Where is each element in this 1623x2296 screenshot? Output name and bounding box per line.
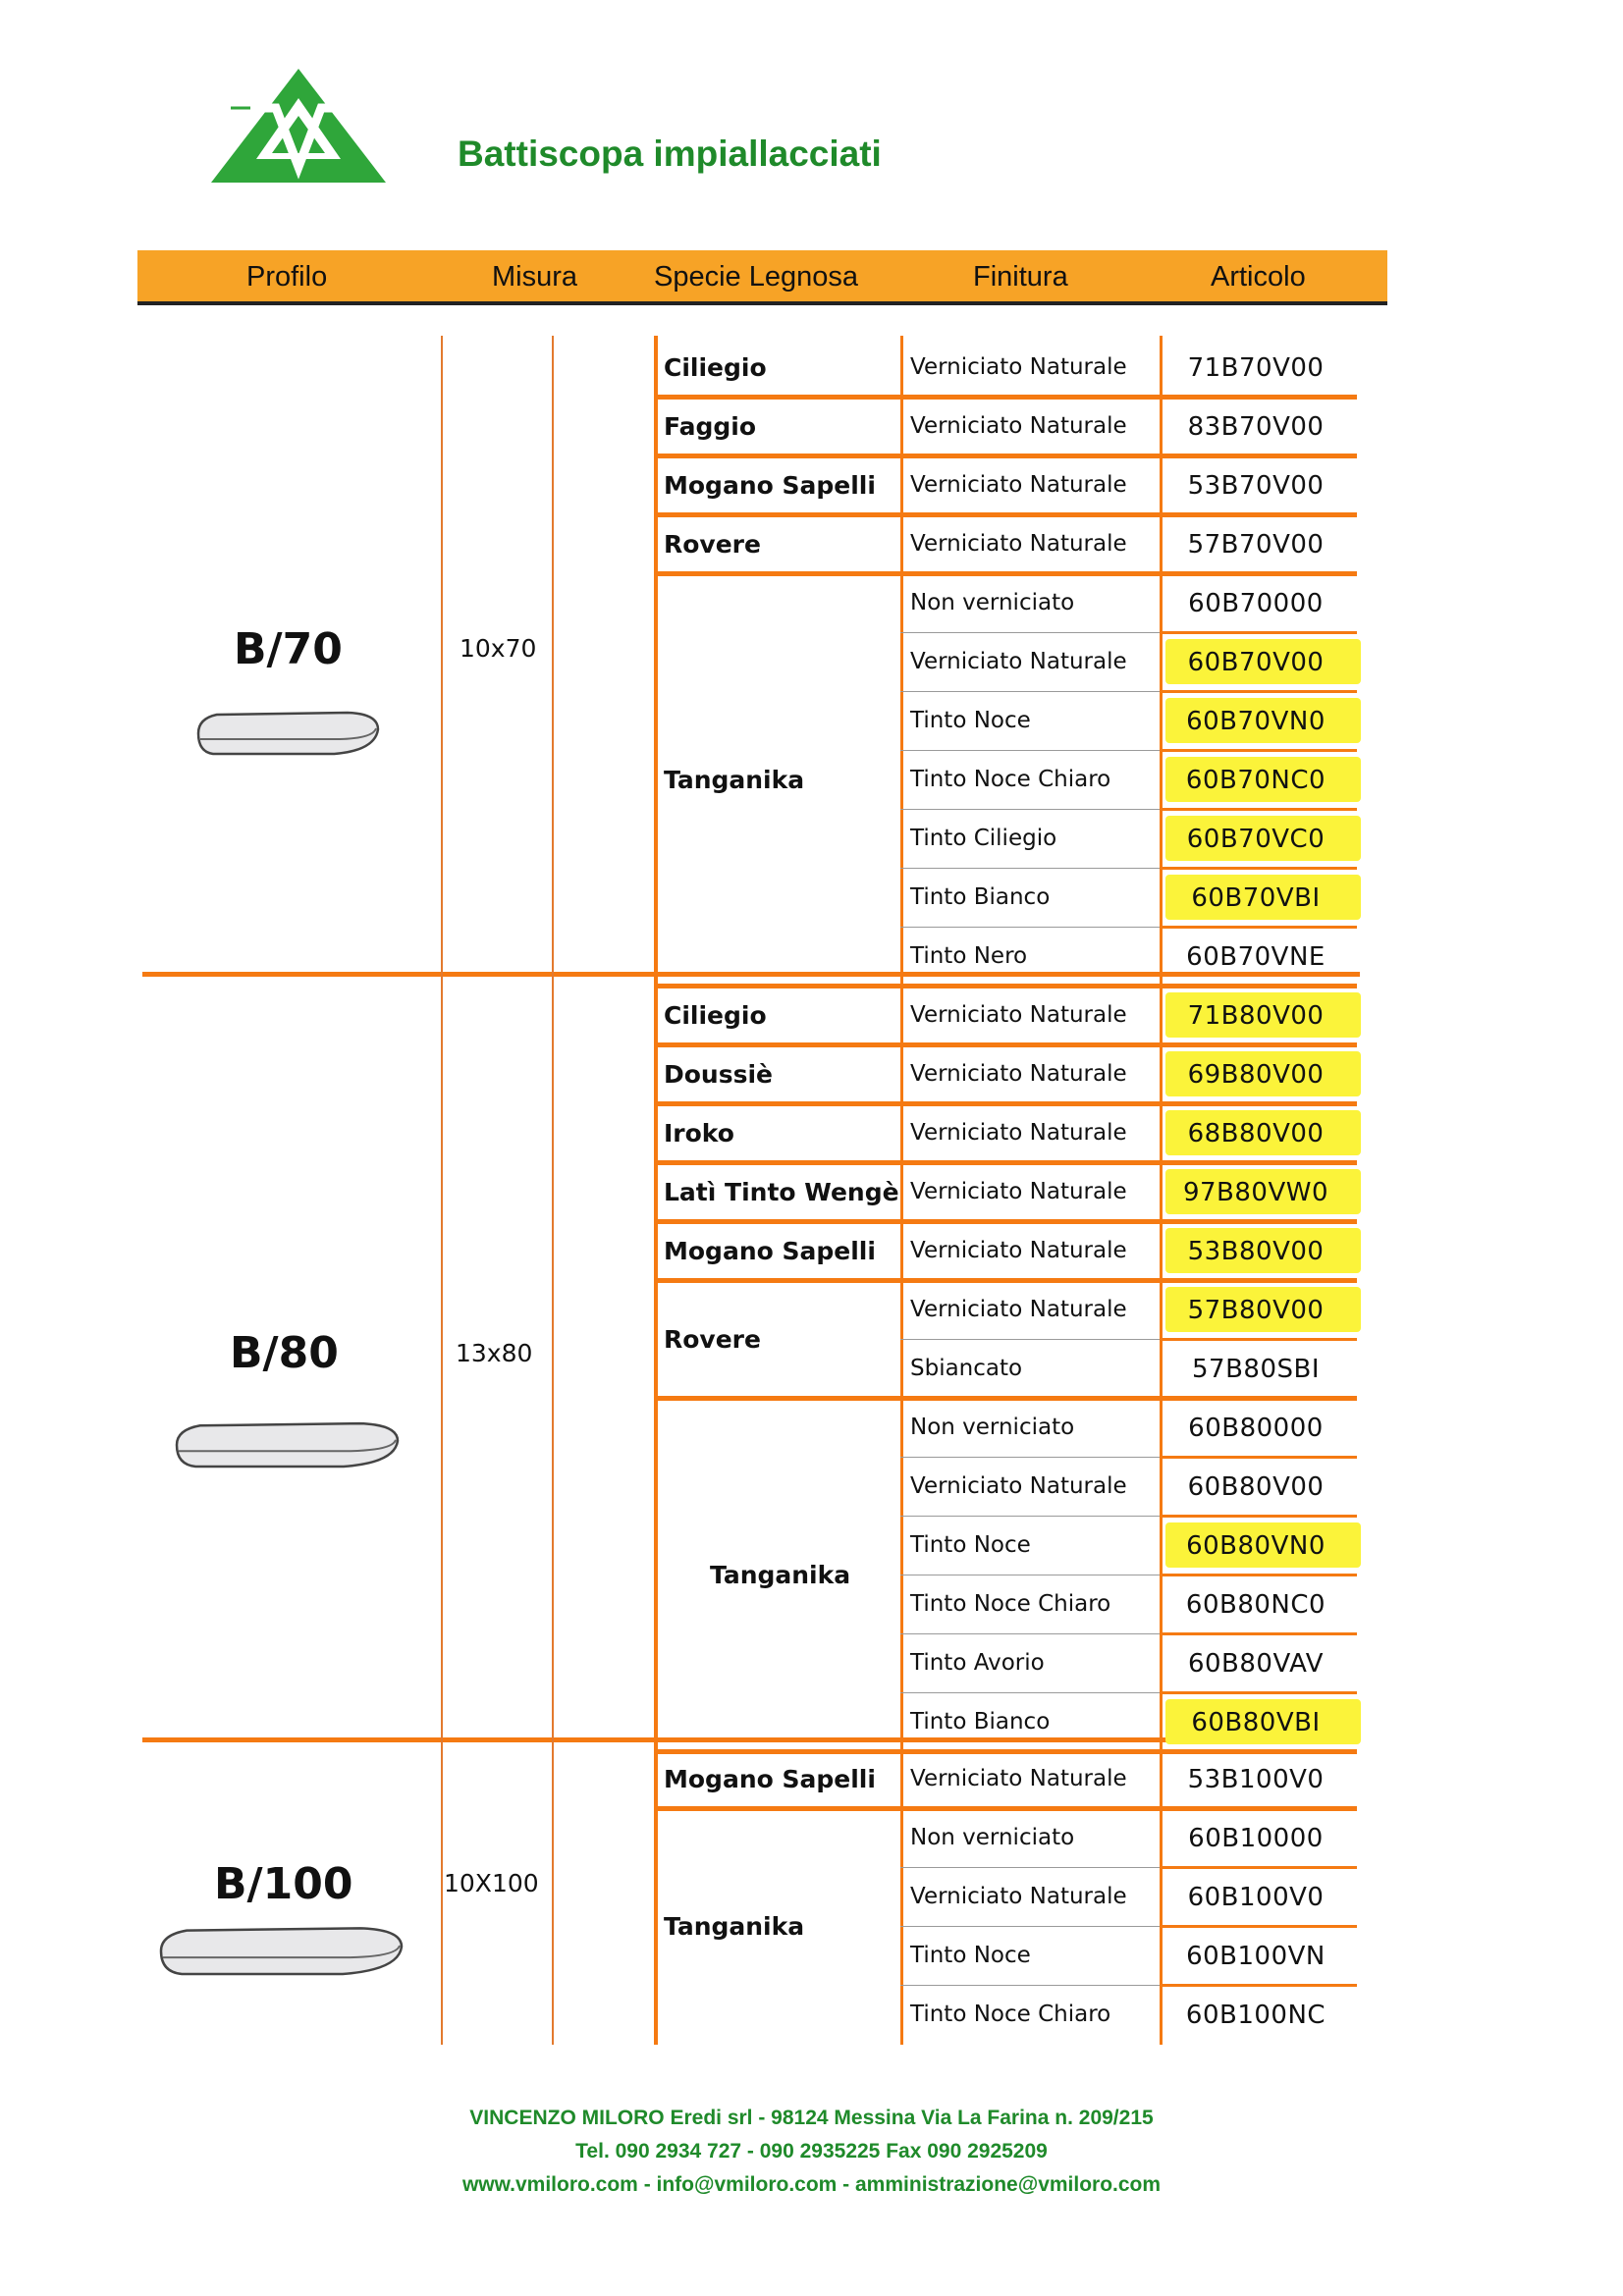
finish-cell: Tinto Noce Chiaro <box>910 2002 1111 2027</box>
group-rule <box>654 1806 1357 1811</box>
row-rule <box>900 927 1160 928</box>
row-rule <box>1160 1515 1357 1518</box>
group-rule <box>654 984 1357 988</box>
article-code: 60B80VBI <box>1191 1708 1321 1737</box>
article-code: 60B70VN0 <box>1186 707 1325 736</box>
page-title: Battiscopa impiallacciati <box>458 133 882 174</box>
species-label: Rovere <box>664 1325 761 1354</box>
row-rule <box>1160 631 1357 634</box>
species-label: Mogano Sapelli <box>664 471 876 500</box>
column-rule <box>900 984 903 1752</box>
profile-shape-icon <box>173 1419 401 1470</box>
species-label: Latì Tinto Wengè <box>664 1178 899 1206</box>
finish-cell: Tinto Bianco <box>910 1709 1051 1735</box>
article-code: 60B70VNE <box>1186 942 1325 972</box>
footer-address: VINCENZO MILORO Eredi srl - 98124 Messina Via La Farina n. 209/215 <box>469 2107 1154 2129</box>
row-rule <box>900 1339 1160 1340</box>
species-label: Doussiè <box>664 1060 774 1089</box>
species-label: Rovere <box>664 530 761 559</box>
group-rule <box>654 512 1357 517</box>
company-logo <box>211 69 386 185</box>
article-code: 60B100V0 <box>1187 1883 1325 1912</box>
column-rule <box>552 1747 554 2045</box>
column-rule <box>552 984 554 1752</box>
group-rule <box>654 1278 1357 1283</box>
finish-cell: Sbiancato <box>910 1356 1023 1381</box>
article-code: 60B70000 <box>1188 589 1324 618</box>
row-rule <box>1160 1925 1357 1928</box>
row-rule <box>900 691 1160 692</box>
header-misura: Misura <box>492 261 578 293</box>
profile-size: 13x80 <box>456 1339 533 1367</box>
column-rule <box>441 984 443 1752</box>
group-rule <box>654 1396 1357 1401</box>
species-label: Mogano Sapelli <box>664 1765 876 1793</box>
column-rule <box>654 1747 658 2045</box>
species-label: Ciliegio <box>664 353 767 382</box>
header-profilo: Profilo <box>246 261 328 293</box>
column-rule <box>441 336 443 987</box>
row-rule <box>900 1867 1160 1868</box>
header-articolo: Articolo <box>1211 261 1306 293</box>
finish-cell: Tinto Noce <box>910 1532 1031 1558</box>
finish-cell: Tinto Nero <box>910 943 1028 969</box>
article-code: 60B70NC0 <box>1185 766 1326 795</box>
group-rule <box>654 1160 1357 1165</box>
finish-cell: Tinto Noce <box>910 708 1031 733</box>
column-rule <box>654 336 658 987</box>
finish-cell: Tinto Noce Chiaro <box>910 767 1111 792</box>
row-rule <box>900 868 1160 869</box>
article-code: 53B80V00 <box>1187 1237 1325 1266</box>
row-rule <box>900 1985 1160 1986</box>
finish-cell: Verniciato Naturale <box>910 1297 1127 1322</box>
profile-code: B/70 <box>234 624 343 674</box>
column-rule <box>654 984 658 1752</box>
article-code: 60B10000 <box>1188 1824 1324 1853</box>
article-code: 60B80VN0 <box>1186 1531 1325 1561</box>
article-code: 60B70VBI <box>1191 883 1321 913</box>
row-rule <box>1160 926 1357 929</box>
finish-cell: Verniciato Naturale <box>910 1473 1127 1499</box>
group-rule <box>654 1219 1357 1224</box>
finish-cell: Tinto Ciliegio <box>910 826 1057 851</box>
species-label: Faggio <box>664 412 757 441</box>
group-rule <box>654 571 1357 576</box>
column-rule <box>441 1747 443 2045</box>
row-rule <box>1160 1866 1357 1869</box>
row-rule <box>900 1692 1160 1693</box>
group-rule <box>654 454 1357 458</box>
row-rule <box>1160 867 1357 870</box>
row-rule <box>1160 808 1357 811</box>
article-code: 60B80VAV <box>1187 1649 1325 1679</box>
article-code: 57B80V00 <box>1187 1296 1325 1325</box>
article-code: 60B70VC0 <box>1186 825 1325 854</box>
article-code: 53B70V00 <box>1187 471 1325 501</box>
row-rule <box>900 1457 1160 1458</box>
finish-cell: Verniciato Naturale <box>910 413 1127 439</box>
row-rule <box>900 750 1160 751</box>
article-code: 60B80V00 <box>1187 1472 1325 1502</box>
row-rule <box>1160 749 1357 752</box>
group-rule <box>654 1749 1357 1754</box>
column-rule <box>552 336 554 987</box>
finish-cell: Verniciato Naturale <box>910 1120 1127 1146</box>
row-rule <box>900 632 1160 633</box>
row-rule <box>1160 1456 1357 1459</box>
group-rule <box>654 1101 1357 1106</box>
profile-shape-icon <box>194 709 381 758</box>
article-code: 60B70V00 <box>1187 648 1325 677</box>
header-specie: Specie Legnosa <box>654 261 858 293</box>
article-code: 71B70V00 <box>1187 353 1325 383</box>
article-code: 68B80V00 <box>1187 1119 1325 1148</box>
article-code: 97B80VW0 <box>1182 1178 1329 1207</box>
species-label: Tanganika <box>710 1561 851 1589</box>
header-finitura: Finitura <box>973 261 1068 293</box>
finish-cell: Verniciato Naturale <box>910 1002 1127 1028</box>
species-label: Tanganika <box>664 766 805 794</box>
article-code: 60B100NC <box>1185 2001 1326 2030</box>
profile-size: 10X100 <box>444 1869 539 1897</box>
profile-code: B/100 <box>214 1859 353 1909</box>
row-rule <box>1160 1691 1357 1694</box>
species-label: Mogano Sapelli <box>664 1237 876 1265</box>
row-rule <box>900 809 1160 810</box>
article-code: 60B80NC0 <box>1185 1590 1326 1620</box>
section-divider <box>142 972 1360 977</box>
finish-cell: Verniciato Naturale <box>910 354 1127 380</box>
species-label: Iroko <box>664 1119 734 1148</box>
species-label: Ciliegio <box>664 1001 767 1030</box>
article-code: 53B100V0 <box>1187 1765 1325 1794</box>
finish-cell: Verniciato Naturale <box>910 1766 1127 1791</box>
row-rule <box>1160 690 1357 693</box>
finish-cell: Verniciato Naturale <box>910 1884 1127 1909</box>
finish-cell: Non verniciato <box>910 1825 1075 1850</box>
article-code: 60B100VN <box>1186 1942 1325 1971</box>
finish-cell: Verniciato Naturale <box>910 1061 1127 1087</box>
table-header <box>137 250 1387 305</box>
footer-phone: Tel. 090 2934 727 - 090 2935225 Fax 090 2925209 <box>575 2140 1048 2163</box>
finish-cell: Verniciato Naturale <box>910 649 1127 674</box>
finish-cell: Verniciato Naturale <box>910 531 1127 557</box>
footer-web: www.vmiloro.com - info@vmiloro.com - amministrazione@vmiloro.com <box>461 2173 1162 2196</box>
row-rule <box>1160 1632 1357 1635</box>
row-rule <box>900 1926 1160 1927</box>
finish-cell: Verniciato Naturale <box>910 1238 1127 1263</box>
finish-cell: Tinto Noce <box>910 1943 1031 1968</box>
article-code: 83B70V00 <box>1187 412 1325 442</box>
article-code: 57B70V00 <box>1187 530 1325 560</box>
article-code: 71B80V00 <box>1187 1001 1325 1031</box>
row-rule <box>1160 1984 1357 1987</box>
article-code: 60B80000 <box>1188 1414 1324 1443</box>
finish-cell: Tinto Avorio <box>910 1650 1045 1676</box>
group-rule <box>654 395 1357 400</box>
finish-cell: Verniciato Naturale <box>910 1179 1127 1204</box>
column-rule <box>900 336 903 987</box>
finish-cell: Tinto Bianco <box>910 884 1051 910</box>
finish-cell: Non verniciato <box>910 1415 1075 1440</box>
column-rule <box>900 1747 903 2045</box>
row-rule <box>1160 1574 1357 1576</box>
row-rule <box>900 1516 1160 1517</box>
profile-shape-icon <box>157 1924 405 1978</box>
row-rule <box>900 1633 1160 1634</box>
article-code: 69B80V00 <box>1187 1060 1325 1090</box>
species-label: Tanganika <box>664 1912 805 1941</box>
profile-code: B/80 <box>230 1328 339 1378</box>
profile-size: 10x70 <box>460 634 537 663</box>
finish-cell: Tinto Noce Chiaro <box>910 1591 1111 1617</box>
finish-cell: Verniciato Naturale <box>910 472 1127 498</box>
article-code: 57B80SBI <box>1191 1355 1320 1384</box>
row-rule <box>1160 1338 1357 1341</box>
finish-cell: Non verniciato <box>910 590 1075 615</box>
group-rule <box>654 1042 1357 1047</box>
